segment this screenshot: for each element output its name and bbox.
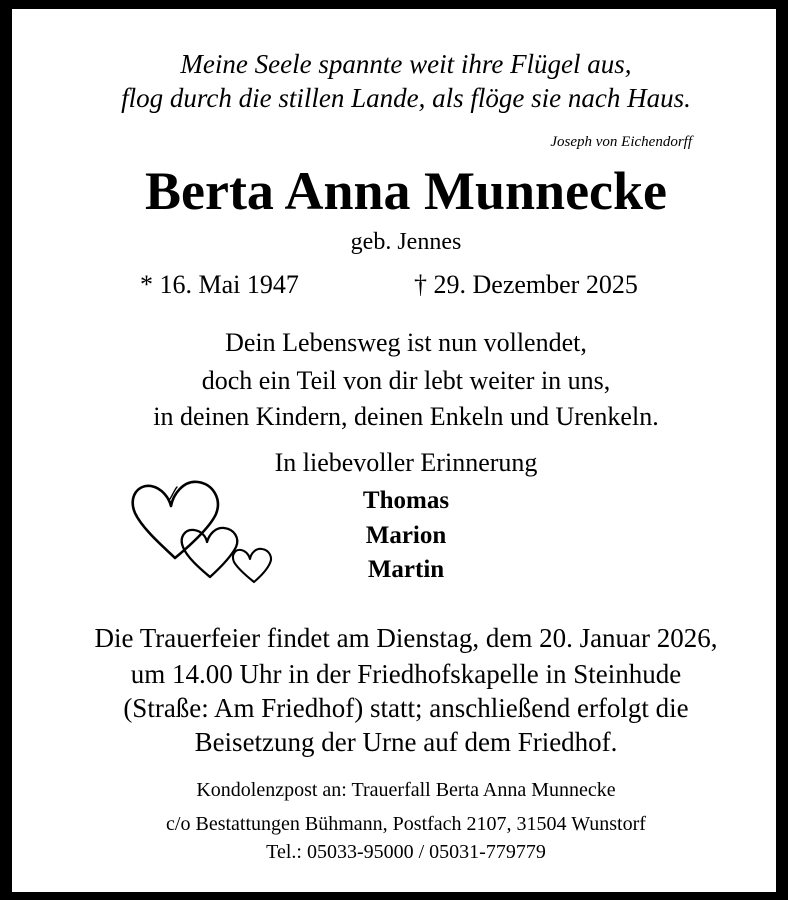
verse-line-3: in deinen Kindern, deinen Enkeln und Urenkeln. (153, 402, 659, 431)
service-line-3: (Straße: Am Friedhof) statt; anschließend erfolgt die (123, 693, 689, 723)
contact-line-1: Kondolenzpost an: Trauerfall Berta Anna Munnecke (196, 779, 616, 801)
contact-address: c/o Bestattungen Bühmann, Postfach 2107, 31504 Wunstorf (166, 813, 646, 835)
remembrance-heading: In liebevoller Erinnerung (274, 448, 538, 477)
verse-line-1: Dein Lebensweg ist nun vollendet, (225, 328, 587, 357)
quote-author: Joseph von Eichendorff (550, 134, 692, 150)
family-member-martin: Martin (367, 556, 445, 583)
family-member-marion: Marion (365, 522, 447, 549)
service-line-2: um 14.00 Uhr in der Friedhofskapelle in Steinhude (130, 659, 682, 689)
service-line-4: Beisetzung der Urne auf dem Friedhof. (194, 727, 618, 757)
quote-line-2: flog durch die stillen Lande, als flöge sie nach Haus. (121, 83, 691, 113)
contact-phone: Tel.: 05033-95000 / 05031-779779 (266, 841, 546, 863)
quote-line-1: Meine Seele spannte weit ihre Flügel aus, (180, 49, 632, 79)
deceased-name: Berta Anna Munnecke (144, 161, 668, 221)
service-line-1: Die Trauerfeier findet am Dienstag, dem 20. Januar 2026, (94, 623, 718, 653)
birth-name: geb. Jennes (350, 229, 462, 255)
death-date: † 29. Dezember 2025 (414, 270, 638, 299)
verse-line-2: doch ein Teil von dir lebt weiter in uns, (201, 366, 611, 395)
family-member-thomas: Thomas (362, 487, 450, 514)
birth-date: * 16. Mai 1947 (140, 270, 299, 299)
